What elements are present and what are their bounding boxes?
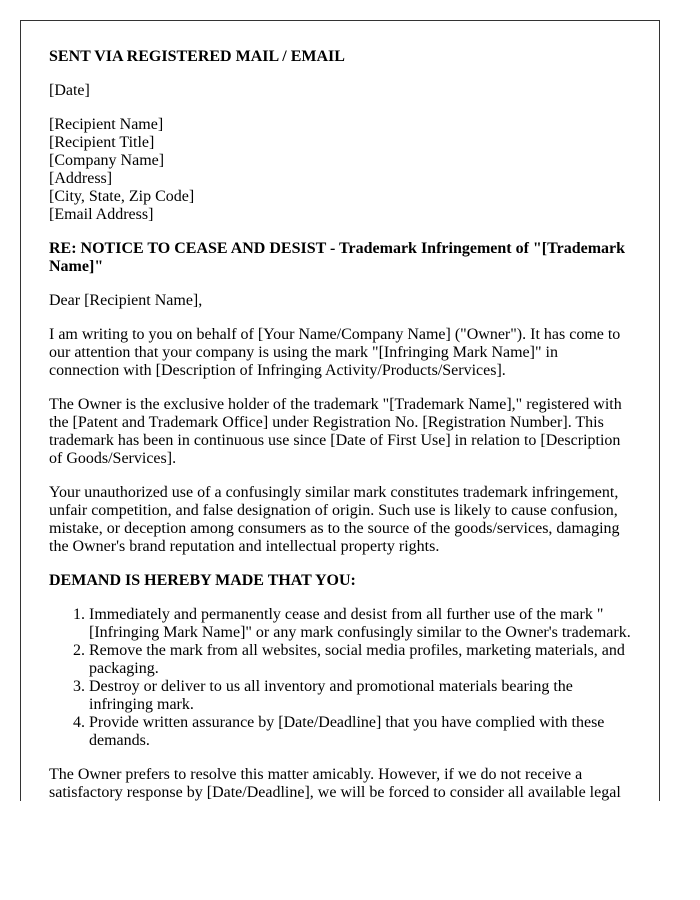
body-paragraph: I am writing to you on behalf of [Your Name/Company Name] ("Owner"). It has come to our attention that your company is using the mark "[Infringing Mark Name]" in connection with [Description of Infringing Activity/Products/Services]. [49,326,621,379]
closing-paragraph: The Owner prefers to resolve this matter amicably. However, if we do not receive a satisfactory response by [Date/Deadline], we will be forced to consider all available legal [49,766,621,801]
recipient-city: [City, State, Zip Code] [49,188,195,205]
body-paragraph: The Owner is the exclusive holder of the trademark "[Trademark Name]," registered with the [Patent and Trademark Office] under Registration No. [Registration Number]. This trademark has been in continuous use since [Date of First Use] in relation to [Description of Goods/Services]. [49,396,622,467]
demand-item: 1. Immediately and permanently cease and desist from all further use of the mark "[Infringing Mark Name]" or any mark confusingly similar to the Owner's trademark. [89,606,631,642]
recipient-address: [Address] [49,170,113,187]
recipient-block [49,116,631,224]
demand-heading: DEMAND IS HEREBY MADE THAT YOU: [49,572,356,589]
body-paragraph: Your unauthorized use of a confusingly similar mark constitutes trademark infringement, unfair competition, and false designation of origin. Such use is likely to cause confusion, mistake, or deception among consumers as to the source of the goods/services, damaging the Owner's brand reputation and intellectual property rights. [49,484,620,555]
recipient-name: [Recipient Name] [49,116,164,133]
demand-item: 3. Destroy or deliver to us all inventory and promotional materials bearing the infringing mark. [89,678,631,714]
subject-line: RE: NOTICE TO CEASE AND DESIST - Trademark Infringement of "[Trademark Name]" [49,240,626,275]
demand-item: 4. Provide written assurance by [Date/Deadline] that you have complied with these demands. [89,714,631,750]
letter-page [20,20,660,801]
recipient-email: [Email Address] [49,206,154,223]
demand-list [49,606,631,750]
letter-date: [Date] [49,82,90,99]
demand-item: 2. Remove the mark from all websites, social media profiles, marketing materials, and packaging. [89,642,631,678]
salutation: Dear [Recipient Name], [49,292,203,309]
recipient-title: [Recipient Title] [49,134,155,151]
recipient-company: [Company Name] [49,152,165,169]
delivery-method: SENT VIA REGISTERED MAIL / EMAIL [49,48,345,65]
